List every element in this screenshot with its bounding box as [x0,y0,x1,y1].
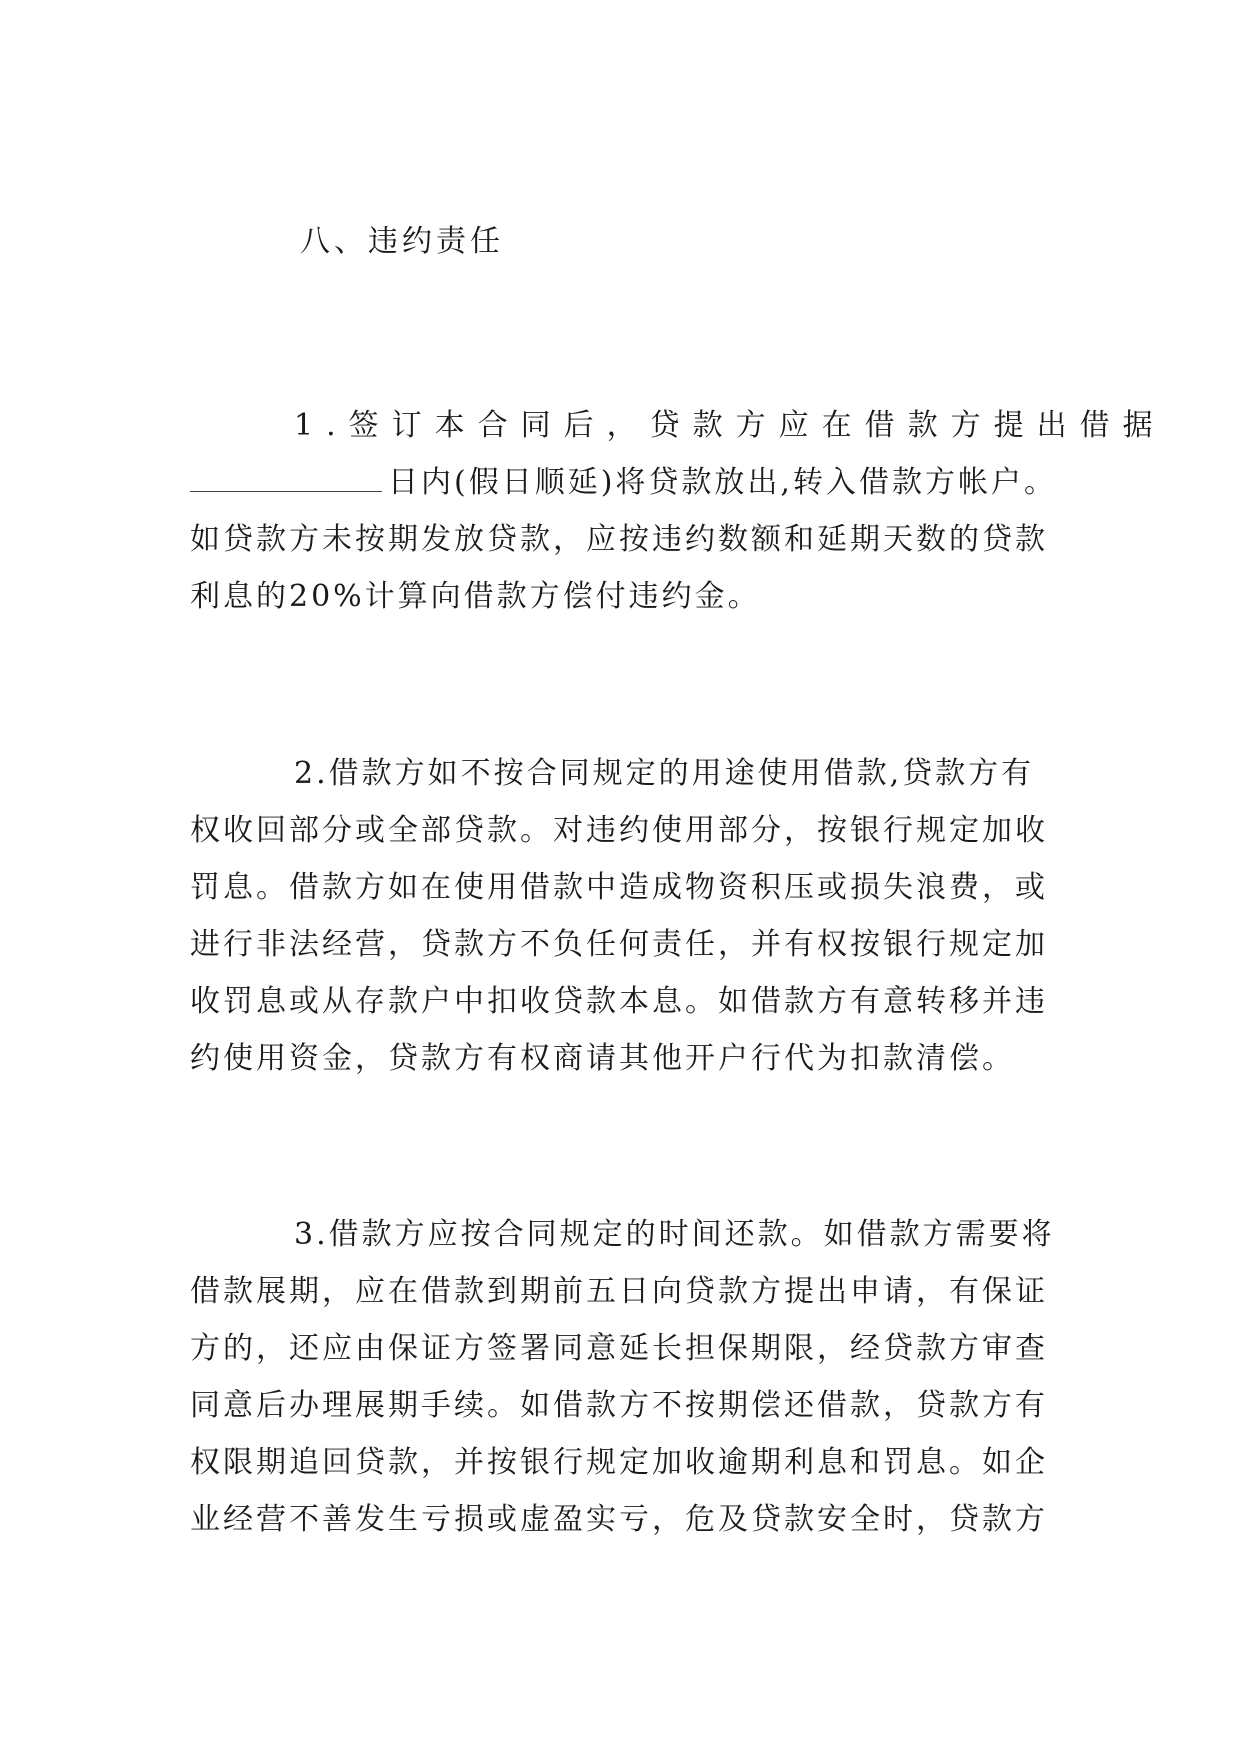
clause-3-line-3: 方的，还应由保证方签署同意延长担保期限，经贷款方审查 [190,1331,1048,1366]
clause-2-line-5: 收罚息或从存款户中扣收贷款本息。如借款方有意转移并违 [190,984,1048,1019]
clause-2-line-1: 2.借款方如不按合同规定的用途使用借款,贷款方有 [294,756,1035,791]
section-heading: 八、违约责任 [300,224,504,259]
clause-1-line-4: 利息的20%计算向借款方偿付违约金。 [190,579,761,614]
clause-3-line-5: 权限期追回贷款，并按银行规定加收逾期利息和罚息。如企 [190,1445,1048,1480]
clause-3-line-6: 业经营不善发生亏损或虚盈实亏，危及贷款安全时，贷款方 [190,1502,1048,1537]
fill-in-blank [190,467,382,492]
clause-1-line-2-text: 日内(假日顺延)将贷款放出,转入借款方帐户。 [388,465,1057,500]
clause-1 [190,397,1166,625]
clause-1-line-3: 如贷款方未按期发放贷款，应按违约数额和延期天数的贷款 [190,522,1048,557]
clause-1-line-1: 1.签订本合同后，贷款方应在借款方提出借据 [294,408,1166,443]
clause-3 [190,1206,1055,1548]
clause-1-line-2 [190,454,1057,511]
clause-2-line-2: 权收回部分或全部贷款。对违约使用部分，按银行规定加收 [190,813,1048,848]
clause-2-line-4: 进行非法经营，贷款方不负任何责任，并有权按银行规定加 [190,927,1048,962]
clause-2 [190,745,1050,1087]
clause-3-line-1: 3.借款方应按合同规定的时间还款。如借款方需要将 [294,1217,1055,1252]
clause-2-line-6: 约使用资金，贷款方有权商请其他开户行代为扣款清偿。 [190,1041,1015,1076]
clause-3-line-2: 借款展期，应在借款到期前五日向贷款方提出申请，有保证 [190,1274,1048,1309]
clause-3-line-4: 同意后办理展期手续。如借款方不按期偿还借款，贷款方有 [190,1388,1048,1423]
clause-2-line-3: 罚息。借款方如在使用借款中造成物资积压或损失浪费，或 [190,870,1048,905]
